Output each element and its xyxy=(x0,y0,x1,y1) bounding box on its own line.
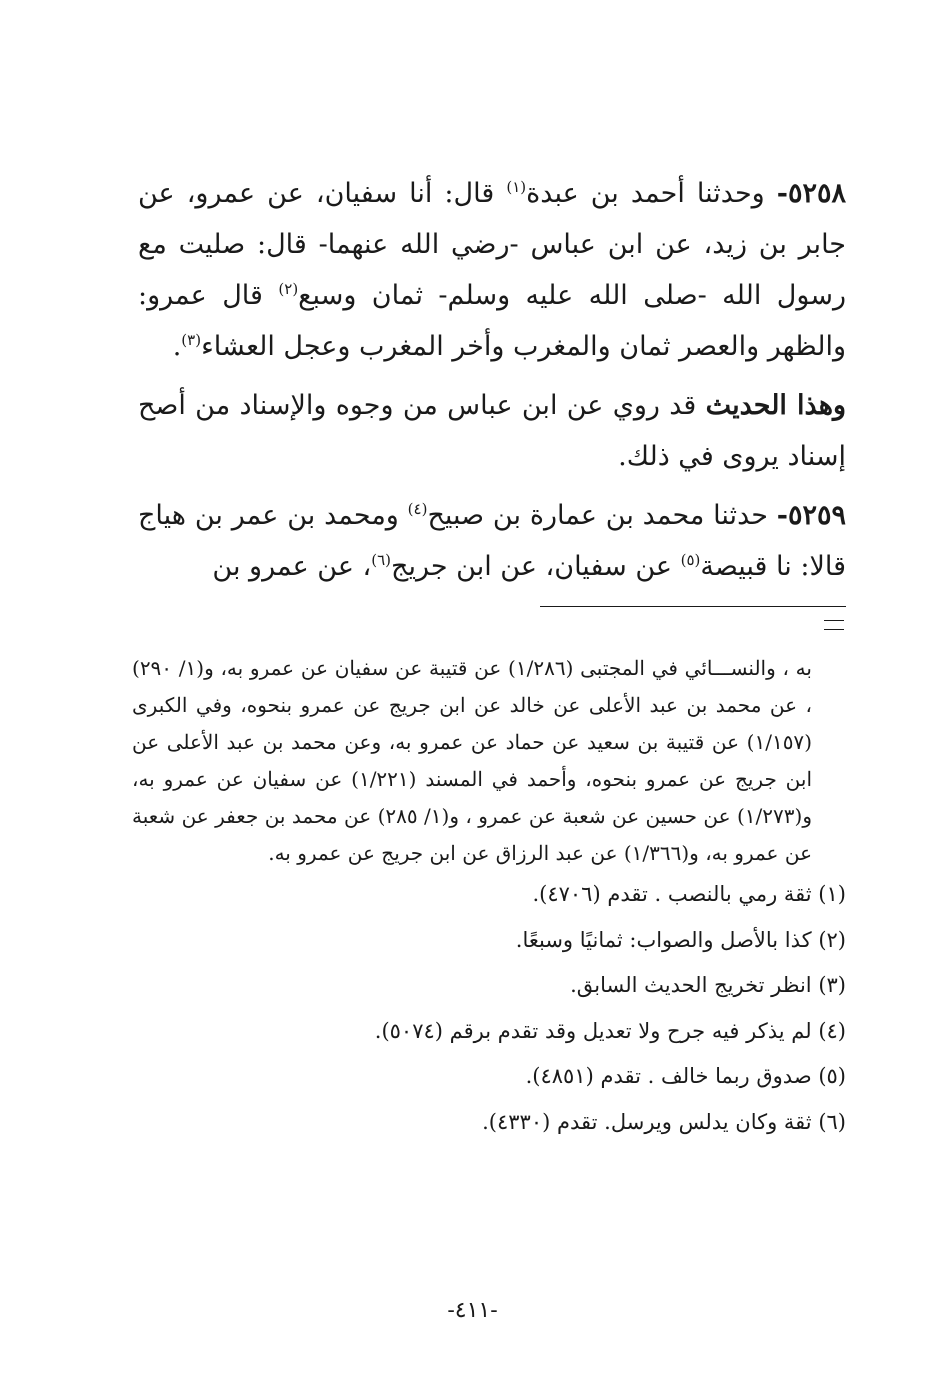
footnote-ref: (٥) xyxy=(680,551,701,569)
footnote-4: (٤) لم يذكر فيه جرح ولا تعديل وقد تقدم برقم (٥٠٧٤). xyxy=(374,1018,846,1043)
footnote-3: (٣) انظر تخريج الحديث السابق. xyxy=(570,973,846,997)
hadith-5258 xyxy=(138,168,846,372)
footnote-ref: (٤) xyxy=(407,500,428,518)
footnotes xyxy=(132,650,846,1145)
hadith-text: قال عمرو: والظهر والعصر ثمان والمغرب وأخر المغرب وعجل العشاء xyxy=(138,280,846,362)
comment-text: قد روي عن ابن عباس من وجوه والإسناد من أصح إسناد يروى في ذلك. xyxy=(138,390,846,472)
main-text xyxy=(138,168,846,600)
footnote-ref: (١) xyxy=(506,178,527,196)
footnote-ref: (٦) xyxy=(371,551,392,569)
separator-line xyxy=(540,606,846,607)
author-comment xyxy=(138,380,846,482)
hadith-text: . xyxy=(172,331,182,362)
hadith-text: عن سفيان، عن ابن جريج xyxy=(391,551,681,582)
hadith-text: قال: أنا سفيان، عن عمرو، عن جابر بن زيد، عن ابن عباس -رضي الله عنهما- قال: صليت مع رسول الله -صلى الله عليه وسلم- ثمان وسبع xyxy=(138,178,846,311)
page-number: -٤١١- xyxy=(447,1298,498,1323)
continuation-mark xyxy=(824,620,844,630)
footnote-ref: (٢) xyxy=(278,280,299,298)
footnote-5: (٥) صدوق ربما خالف . تقدم (٤٨٥١). xyxy=(525,1064,846,1088)
hadith-text: ، عن عمرو بن xyxy=(212,551,372,582)
footnote-1: (١) ثقة رمي بالنصب . تقدم (٤٧٠٦). xyxy=(532,882,846,906)
hadith-text: وحدثنا أحمد بن عبدة xyxy=(526,178,777,209)
footnote-continuation: به ، والنســـائي في المجتبى (١/٢٨٦) عن قتيبة عن سفيان عن عمرو به، و(١/ ٢٩٠) ، عن محمد بن عبد الأعلى عن خالد عن ابن جريج عن عمرو بنحوه، وفي الكبرى (١/١٥٧) عن قتيبة بن سعيد عن حماد عن عمرو به، وعن محمد بن عبد الأعلى عن ابن جريج عن عمرو بنحوه، وأحمد في المسند (١/٢٢١) عن سفيان عن عمرو به، و(١/٢٧٣) عن حسين عن شعبة عن عمرو ، و(١/ ٢٨٥) عن محمد بن جعفر عن شعبة عن عمرو به، و(١/٣٦٦) عن عبد الرزاق عن ابن جريج عن عمرو به. xyxy=(132,656,813,865)
comment-lead: وهذا الحديث xyxy=(705,390,846,421)
footnote-ref: (٣) xyxy=(181,331,202,349)
footnote-separator xyxy=(540,606,846,632)
hadith-text: ومحمد بن عمر بن هياج قالا: نا قبيصة xyxy=(138,500,846,582)
hadith-5259 xyxy=(138,490,846,592)
footnote-2: (٢) كذا بالأصل والصواب: ثمانيًا وسبعًا. xyxy=(515,927,846,952)
hadith-number: ٥٢٥٨- xyxy=(776,178,846,209)
footnote-6: (٦) ثقة وكان يدلس ويرسل. تقدم (٤٣٣٠). xyxy=(482,1109,846,1134)
hadith-text: حدثنا محمد بن عمارة بن صبيح xyxy=(427,500,777,531)
hadith-number: ٥٢٥٩- xyxy=(776,500,846,531)
